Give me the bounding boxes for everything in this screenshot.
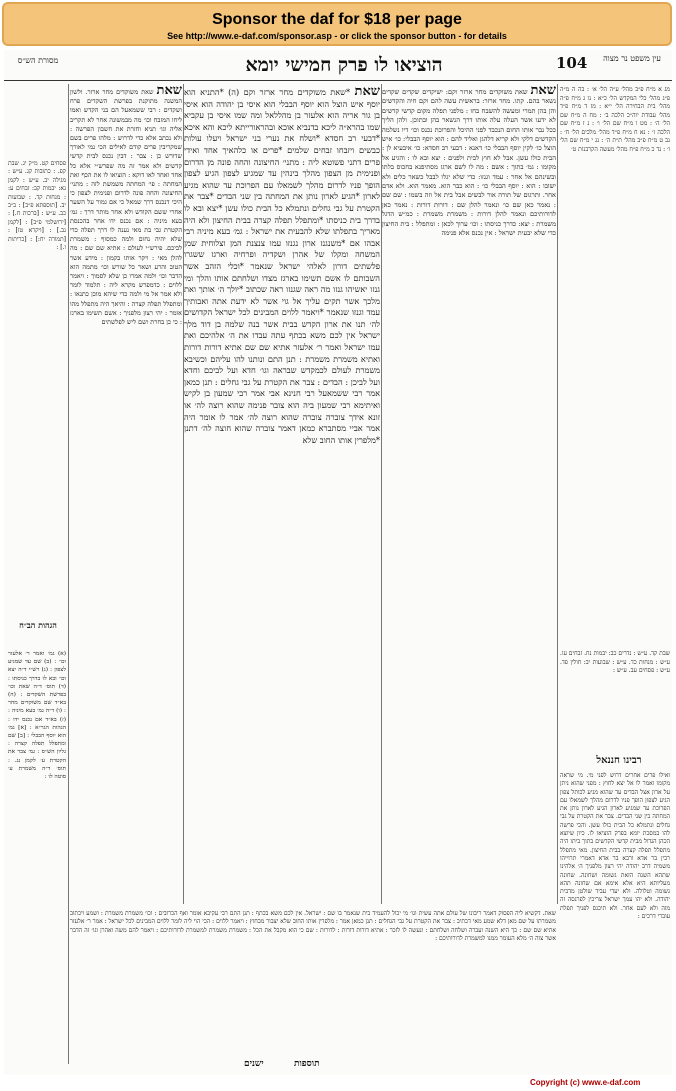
hagahot-title: הגהות הב״ח bbox=[19, 620, 57, 630]
rashi-text: שאת משוקדים מחר ארזר וקם: ישיקדים שקדים שקדים נשאר בהם. קתו. מחר ארזר: בראשית עשה להם וקם חיה והקדשים והן בהן תמרי ומעשה להשבח בחו : מלפני תפלה מקום קדשי קדשים לא ידעו אשר העלה עלה אותו דרך הנשאר בהן ובתוכן. ולהן הליך ככל נבר אותו החום הנכבד לפני ההיכל והפרוכת נכנס וכו׳ דיו נשלמה הקדשים דלקי ולא קריא דלהגן ואליד להם : הוא יוסף הבבלי: כו׳ איש הוצל כו׳ לקין יוסף הבבלי כו׳ דאנא : דבעי רב חסדא: כו׳ איבעיא לן : הבית כולו עשן. אבל לא חוץ לבית ולפנים : יצא ובא לו : והגיע אל מקומו : גמ׳ בתוך : אשם : מה לו לשם ארגז מסתיפנא בחכוס בלתו ובשינהם אל אחר : עמד וגנזו: כדי שלא יגלו לבבל כשאר כלים ולא ישובו : הוא : יוסף הבבלי כו׳ : הוא כבר הוא. מאמר הוא. ולא אדם אחר. ותרגום של תורה אור לבשים אבל בית אל וזה בשמו : שם שם : נאמר כאן שם כו׳ ונאמר להלן שם : דורות דורות : נאמר כאן לדורותיכם ונאמר להלן דורות : משמרת משמרת : כמ״ש הדגל משמרת : יצא: כדרך כניסתו : וכו׳ ערוך לכאן : ומתפלל : בית החיצון כדי שלא יבעית ישראל : אין נכנס אלא פנימה bbox=[382, 88, 556, 238]
talmud-page bbox=[4, 50, 672, 1075]
gemara-column bbox=[184, 86, 380, 902]
sponsor-title[interactable]: Sponsor the daf for $18 per page bbox=[212, 11, 462, 28]
column-divider bbox=[68, 84, 69, 1064]
masoret-hashas-column bbox=[8, 160, 66, 450]
hagahot-text: (א) גמ׳ ואמר ר׳ אלעזר וכו׳ : (ב) שם עד שמגיע לצפון : (ג) רש״י ד״ה יצא וכו׳ ובא לו בדרך כניסתו : (ד) תוס׳ ד״ה שאת וכו׳ בפרשת השקדים : (ה) בא״ד שם משוקדים מחר : (ו) ד״ה גמ׳ בעא מיניה : (ז) בא״ד אם נכנס ידו : הגהות הגר״א : [א] גמ׳ הוא יוסף הבבלי : [ב] שם ומתפלל תפלה קצרה : גליון הש״ס : גמ׳ צבר את הקטרת ע׳ לקמן נג. : תוס׳ ד״ה משמרת ע׳ סוטה לו : bbox=[8, 651, 66, 781]
hagahot-column bbox=[8, 650, 66, 1030]
column-divider bbox=[557, 84, 558, 904]
masoret-hashas-label: מסורת הש״ס bbox=[17, 56, 59, 65]
column-divider bbox=[183, 84, 184, 904]
rabbeinu-chananel-text: ואילו פרים אחרים דרוש לפני מי. מי שראה מקומו ואמר לו אל יצא לחוץ : מפני שהוא ניתן על ארון אצל הבדים עד שהוא מגיע לכותל צפון הגיע לצפון הופך פניו לדרום מהלך לשמאלו עם הפרוכת עד שמגיע לארון הגיע לארון נותן את המחתה בין שני הבדים. צבר את הקטרת על גבי גחלים ונתמלא כל הבית כולו עשן. והכי פרשה להו במסכת יומא בפרק הוציאו לו. כיון שיוצא הכהן הגדול מבית קדשי הקדשים בתוך ביתו היה מתפלל תפלה קצרה בבית החיצון. מאי מתפלל רבין בר אדא ורבא בר אדא דאמרי תרוייהו משמיה דרב יהודה יהי רצון מלפניך ה׳ אלהינו שתהא השנה הזאת גשומה ושחונה. שחונה מעליותא היא אלא אימא אם שחונה תהא גשומה וטלולה. ולא יעדי עביד שולטן מדבית יהודה. ולא יהו עמך ישראל צריכין לפרנסה זה מזה ולא לעם אחר. ולא תיכנס לפניך תפלת עוברי דרכים : bbox=[560, 772, 670, 921]
ein-mishpat-column bbox=[560, 86, 670, 386]
tosafot-column bbox=[70, 86, 182, 751]
gemara-text: *שאת משוקדים מחר ארזר וקם (ה) *התניא הוא יוסף איש הוצל הוא יוסף הבבלי הוא איסי בן יהודה הוא איסי בן גור אריה הוא אלעזר בן מהללאל ומה שמו איסי בן עקביא שמו בהרא״ה ליכא בדנביא אוכא ובהראורייתא ליכא והא איכא *דבעי רב חסדא *ושלח את נערי בני ישראל ויעלו עולות כבשים ויזבחו זבחים שלמים *פרים או כלהאיך אחד ואידי פרים דתני פשוטא ליה : מתני׳ החיצונה והחה פונה מן הדרום ופנימית מן הצפון מהלך בינהין עד שמגיע לצפון הגיע לצפון הופך פניו לדרום מהלך לשמאלו עם הפרוכת עד שהוא מגיע לארון *הגיע לארון נותן את המחתה בין שני הבדים *צבר את הקטרת על גבי גחלים ונתמלא כל הבית כולו עשן *יצא ובא לו בדרך בית כניסתו *ומתפלל תפלה קצרה בבית החיצון ולא היה מאריך בתפלתו שלא להבעית את ישראל : גמ׳ בעא מיניה רבי אבהו אם *משנגנז ארון נגנזו עמו צנצנת המן וצלוחית שמן המשחה ומקלו של אהרן ושקדיה ופרחיה וארגז ששגרו פלשתים דורון לאלהי ישראל שנאמר *וכלי הזהב אשר השבותם לו אשם תשימו בארגז מצדו ושלחתם אותו והלך ומי גנזו יאשיהו גנזו מה ראה שגנזו ראה שכתוב *יולך ה׳ אותך ואת מלכך אשר תקים עליך אל גוי אשר לא ידעת אתה ואבותיך עמד וגנזו שנאמר *ויאמר ללוים המבינים לכל ישראל הקדושים לה׳ תנו את ארון הקדש בבית אשר בנה שלמה בן דוד מלך ישראל אין לכם משא בכתף עתה עבדו את ה׳ אלהיכם ואת עמו ישראל ואמר ר׳ אלעזר אתיא שם שם אתיא דורות דורות ואתיא משמרת משמרת : תנן התם ונותנו להו עליהם וכשיבא משמרת לעולם לכמקדש שבראה וגו׳ חדא ועל לביכם וחדא ועל לביכן : הבדים : צבר את הקטרת על גבי גחלים : תנן כמאן אמר רבי ששמאעל רבי חנינא אבי אמר רבי שמעון בן לקיש ואיתימא רבי שמעון ביה הוא צובר פנימה שהוא רוצה לה׳ או זונא אידך צוברה צוברה שהוא רוצה לה׳ אמר לו אומר היה אמר אביי מסתברא כמאן דאמר צוברה שהוא חוצה לה׳ דתנן *מלפרין אותו החוב שלא bbox=[184, 87, 380, 445]
footer-text: שאת. דקשיא ליה הפסוק דאמר ריבונו של עולם אתה עשית וגו׳ מי יכול להעמיד בית שנאמר בו שם : ישראל. אין לכם משא בכתף : תנן התם רבי עקיבא אומר ואף הכרובים : וכו׳ משמרת משמרת : ושמע ויכתוב משמרתו על שם מאן דלא שמע מאי דכתיב : צבר את הקטרת על גבי הגחלים : תנן כמאן אמר : מלפרין אותו החוב שלא יצבור מבחוץ : ויאמר ללוים : הכי הוי ליה לומר ללוים המבינים לכל ישראל : אמר ר׳ אלעזר אתיא שם שם : כך היא השנה ועברה ושלחה ושלחתם : ונעשה לו לזכר : אתיא דורות דורות : לדורות : שם כי הוא מקבל את הכל : משמרת משמרת למשמרת לדורותיכם : ויאמר להם משה ואהרן וגו׳ זה הדבר אשר צוה ה׳ מלא העומר ממנו למשמרת לדורותיכם : bbox=[70, 910, 556, 943]
page-number: 104 bbox=[556, 54, 588, 72]
sponsor-subtitle[interactable]: See http://www.e-daf.com/sponsor.asp - or click the sponsor button - for details bbox=[167, 31, 507, 41]
rashi-opening-word: שאת bbox=[530, 86, 556, 98]
sponsor-banner[interactable] bbox=[2, 2, 672, 46]
rashi-column bbox=[382, 86, 556, 861]
ein-mishpat-label: עין משפט נר מצוה bbox=[603, 54, 661, 63]
tosafot-opening-word: שאת bbox=[156, 86, 182, 98]
footer-commentary bbox=[70, 910, 556, 1060]
yeshanim-label: ישנים bbox=[244, 1059, 264, 1069]
chapter-title: הוציאו לו פרק חמישי יומא bbox=[245, 54, 443, 76]
copyright-notice[interactable]: Copyright (c) www.e-daf.com bbox=[530, 1078, 641, 1087]
tosafot-label: תוספות bbox=[294, 1059, 320, 1069]
rabbeinu-chananel-title: רבינו חננאל bbox=[596, 755, 642, 766]
torah-or-text: שבת קד. ע״ש : נדרים כב: יבמות נח. זבחים עו. ע״ש : מנחות כד. ע״ש : שבועות יב: חולין פד. ע״ש : פסחים עב. ע״ש : bbox=[560, 650, 670, 674]
masoret-hashas-text: פסחים קט. מ״ק יג. שבת קפ. : כתובות קג. ע״ש : מגילה יב. ע״ש : לקמן נא: יבמות קב: זבחים ע: : מנחות קד. : שבועות יב. [תוספתא פ״ב] : ב״ב כב. ע״ש : [ברכות ח.] : [ירושלמי פ״ב] : [לקמן נב.] : [ויקרא טז] : [תמורה יח:] : [כריתות ו.] : bbox=[8, 160, 66, 252]
page-header bbox=[4, 52, 672, 81]
ein-mishpat-text: מג א מ״ח פ״ב מהל׳ ע״ה הל׳ א׳ : בה ה מ״ה פ״ג מהל׳ כלי המקדש הל׳ כ״א : נו ג מ״ח פ״ה מהל׳ בית הבחירה הל׳ י״א : מז ד מ״ח פ״ד מהל׳ עבודת יוה״כ הלכה ב׳ : מח ה מ״ח שם הל׳ ה׳ : מט ו מ״ח שם הל׳ ו׳ : נ ז מ״ח שם הלכה ז׳ : נא ח מ״ח פ״ד מהל׳ מלכים הל׳ ח׳ : נב ט מ״ח פ״ב מהל׳ ת״ת ה׳ : נג י מ״ח שם הל׳ ו׳ : נד כ מ״ח פ״ח מהל׳ מעשה הקרבנות ט׳ bbox=[560, 86, 670, 153]
tosafot-text: שאת משוקדים מחר ארזר. ולשון המשנה מתוקנת בפרשת השקדים פרח ושקדים : רבי ששמאעל הם בני הקדש ואמו ליחו המזבח וכו׳ מה מבמשונה אחר לא תקריב אליה וגו׳ תניא וחזרת את חשבון הפרשה : ולא נכתב אלא כדי לדרוש : מלהו פרים בשם שמקריבין פרים קודם לאילים הכי נמי לאורך שדורש כן : צבר : דבין נכנס לבית קדשי קדשים ולא אמר זה מה שפרש״י אלא כל אחד ואחד לאו דוקא : הוציאו לו את הכף ואת המחתה : פי׳ המחתה משמשת לזה : מתני׳ החיצונה והחה פונה לדרום ופנימית לצפון כי היכי דנכנס דרך שמאל כי אם גמור על השער אחרי ששם הקודש ולא אחר מותר דרך : גמ׳ בעא מיניה : אם נכנס ידו אחר בהכנסת הקטרת גבי בת מאי נענה לו דרך תפלה כדי שלא יהיה נחום ולמה כמסוף : משמרת לביכם. פירש״י לעולם : אתיא שם שם : מה להלן מאי : ויקר אותו בקמון : מידע אשר הטוב והרע ושאר כל שורש וכו׳ מתמה הוא הדבר וכו׳ ולמה אמרו כן שלא לסמוך : ויאמר ללוים : כדמפרש מקרא ליה : תלמוד לומר ולא אמר אל מי ולמה כדי שיהא מוכן כתנאו : ומתפלל תפלה קצרה : והיאך היה מתפלל מהו אומר : יהי רצון מלפניך : אשם תשימו בארגז : כי כן בחרת ושם ליש לפלשתים bbox=[70, 88, 182, 327]
torah-or-column bbox=[560, 650, 670, 750]
gemara-opening-word: שאת bbox=[354, 86, 380, 99]
column-divider bbox=[381, 84, 382, 904]
rabbeinu-chananel-column bbox=[560, 772, 670, 1072]
